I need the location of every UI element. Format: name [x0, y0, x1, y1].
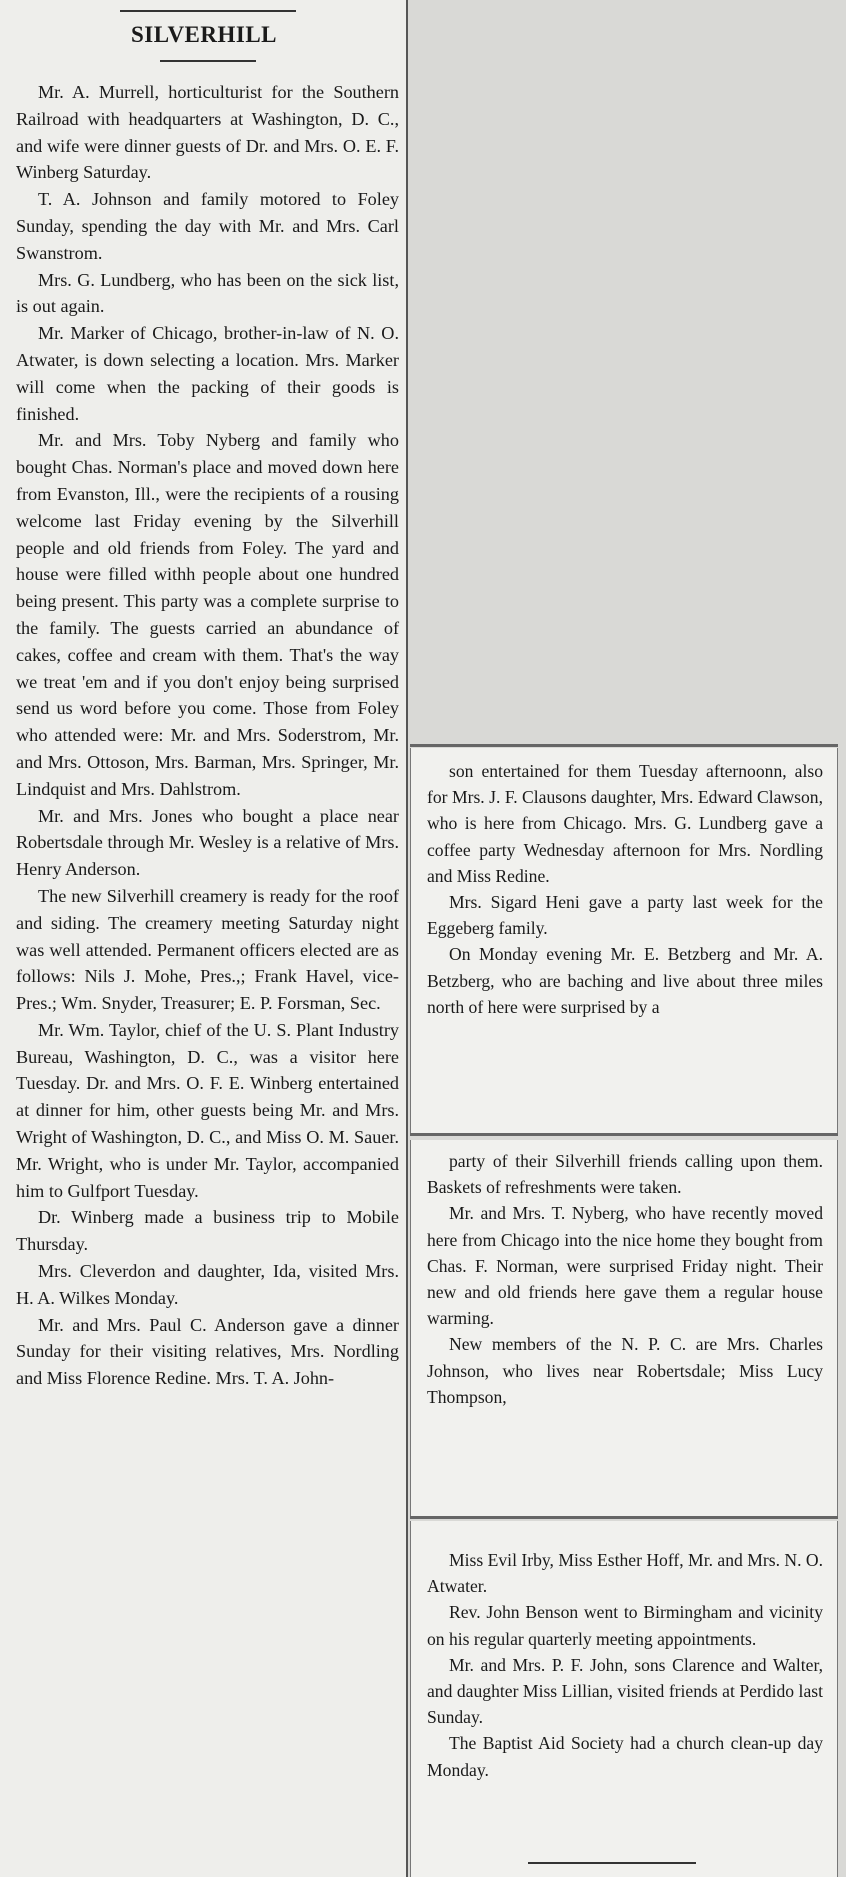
clipping-1-body: [427, 758, 823, 1020]
news-item-marker: Mr. Marker of Chicago, brother-in-law of N. O. Atwater, is down selecting a location. Mrs. Marker will come when the packing of their goods is finished.: [16, 323, 399, 424]
news-item-heni-party: Mrs. Sigard Heni gave a party last week for the Eggeberg family.: [427, 892, 823, 939]
main-column: [0, 0, 408, 1877]
news-item-nyberg-welcome: Mr. and Mrs. Toby Nyberg and family who bought Chas. Norman's place and moved down here from Evanston, Ill., were the recipients of a rousing welcome last Friday evening by the Silverhill people and old friends from Foley. The yard and house were filled withh people about one hundred being present. This party was a complete surprise to the family. The guests carried an abundance of cakes, coffee and cream with them. That's the way we treat 'em and if you don't enjoy being surprised send us word before you come. Those from Foley who attended were: Mr. and Mrs. Soderstrom, Mr. and Mrs. Ottoson, Mrs. Barman, Mrs. Springer, Mr. Lindquist and Mrs. Dahlstrom.: [16, 430, 399, 799]
news-item-npc-members: New members of the N. P. C. are Mrs. Charles Johnson, who lives near Robertsdale; Miss Lucy Thompson,: [427, 1334, 823, 1407]
masthead: [0, 0, 408, 66]
news-item-john-family: Mr. and Mrs. P. F. John, sons Clarence and Walter, and daughter Miss Lillian, visited friends at Perdido last Sunday.: [427, 1654, 823, 1728]
news-item-winberg-trip: Dr. Winberg made a business trip to Mobile Thursday.: [16, 1207, 399, 1255]
clip-divider: [410, 1516, 838, 1519]
headline-rule-bottom: [160, 60, 256, 62]
news-item-baptist-aid: The Baptist Aid Society had a church clean-up day Monday.: [427, 1733, 823, 1780]
main-article-body: [16, 79, 399, 1392]
clipping-2-body: [427, 1148, 823, 1410]
news-item-cleverdon: Mrs. Cleverdon and daughter, Ida, visited Mrs. H. A. Wilkes Monday.: [16, 1261, 399, 1308]
clip-divider: [410, 744, 838, 747]
news-item-johnson-foley: T. A. Johnson and family motored to Foley Sunday, spending the day with Mr. and Mrs. Carl Swanstrom.: [16, 189, 399, 263]
headline-rule-top: [120, 10, 296, 12]
news-item-benson: Rev. John Benson went to Birmingham and vicinity on his regular quarterly meeting appointments.: [427, 1602, 823, 1649]
headline: SILVERHILL: [130, 22, 278, 47]
news-item-nyberg-housewarming: Mr. and Mrs. T. Nyberg, who have recently moved here from Chicago into the nice home they bought from Chas. F. Norman, were surprised Friday night. Their new and old friends here gave them a regular house warming.: [427, 1203, 823, 1329]
clipping-3: [410, 1521, 838, 1877]
news-item-betzberg: On Monday evening Mr. E. Betzberg and Mr. A. Betzberg, who are baching and live about three miles north of here were surprised by a: [427, 944, 823, 1017]
clip-divider: [410, 1133, 838, 1136]
news-item-murrell: Mr. A. Murrell, horticulturist for the Southern Railroad with headquarters at Washington, D. C., and wife were dinner guests of Dr. and Mrs. O. E. F. Winberg Saturday.: [16, 82, 399, 183]
news-item-johnson-entertained: son entertained for them Tuesday afternoonn, also for Mrs. J. F. Clausons daughter, Mrs. Edward Clawson, who is here from Chicago. Mrs. G. Lundberg gave a coffee party Wednesday afternoon for Mrs. Nordling and Miss Redine.: [427, 761, 823, 886]
news-item-betzberg-cont: party of their Silverhill friends calling upon them. Baskets of refreshments were taken.: [427, 1151, 823, 1198]
news-item-creamery: The new Silverhill creamery is ready for the roof and siding. The creamery meeting Saturday night was well attended. Permanent officers elected are as follows: Nils J. Mohe, Pres.,; Frank Havel, vice-Pres.; Wm. Snyder, Treasurer; E. P. Forsman, Sec.: [16, 885, 399, 1014]
clipping-1: [410, 748, 838, 1136]
clipping-2: [410, 1140, 838, 1516]
news-item-lundberg: Mrs. G. Lundberg, who has been on the sick list, is out again.: [16, 269, 399, 317]
news-item-anderson-dinner: Mr. and Mrs. Paul C. Anderson gave a dinner Sunday for their visiting relatives, Mrs. Nordling and Miss Florence Redine. Mrs. T. A. John-: [16, 1314, 399, 1389]
news-item-npc-members-cont: Miss Evil Irby, Miss Esther Hoff, Mr. and Mrs. N. O. Atwater.: [427, 1550, 823, 1597]
clipping-3-body: [427, 1547, 823, 1783]
news-item-jones: Mr. and Mrs. Jones who bought a place near Robertsdale through Mr. Wesley is a relative of Mrs. Henry Anderson.: [16, 805, 399, 880]
news-item-taylor: Mr. Wm. Taylor, chief of the U. S. Plant Industry Bureau, Washington, D. C., was a visitor here Tuesday. Dr. and Mrs. O. F. E. Winberg entertained at dinner for him, other guests being Mr. and Mrs. Wright of Washington, D. C., and Miss O. M. Sauer. Mr. Wright, who is under Mr. Taylor, accompanied him to Gulfport Tuesday.: [16, 1019, 399, 1201]
end-rule: [528, 1862, 696, 1864]
